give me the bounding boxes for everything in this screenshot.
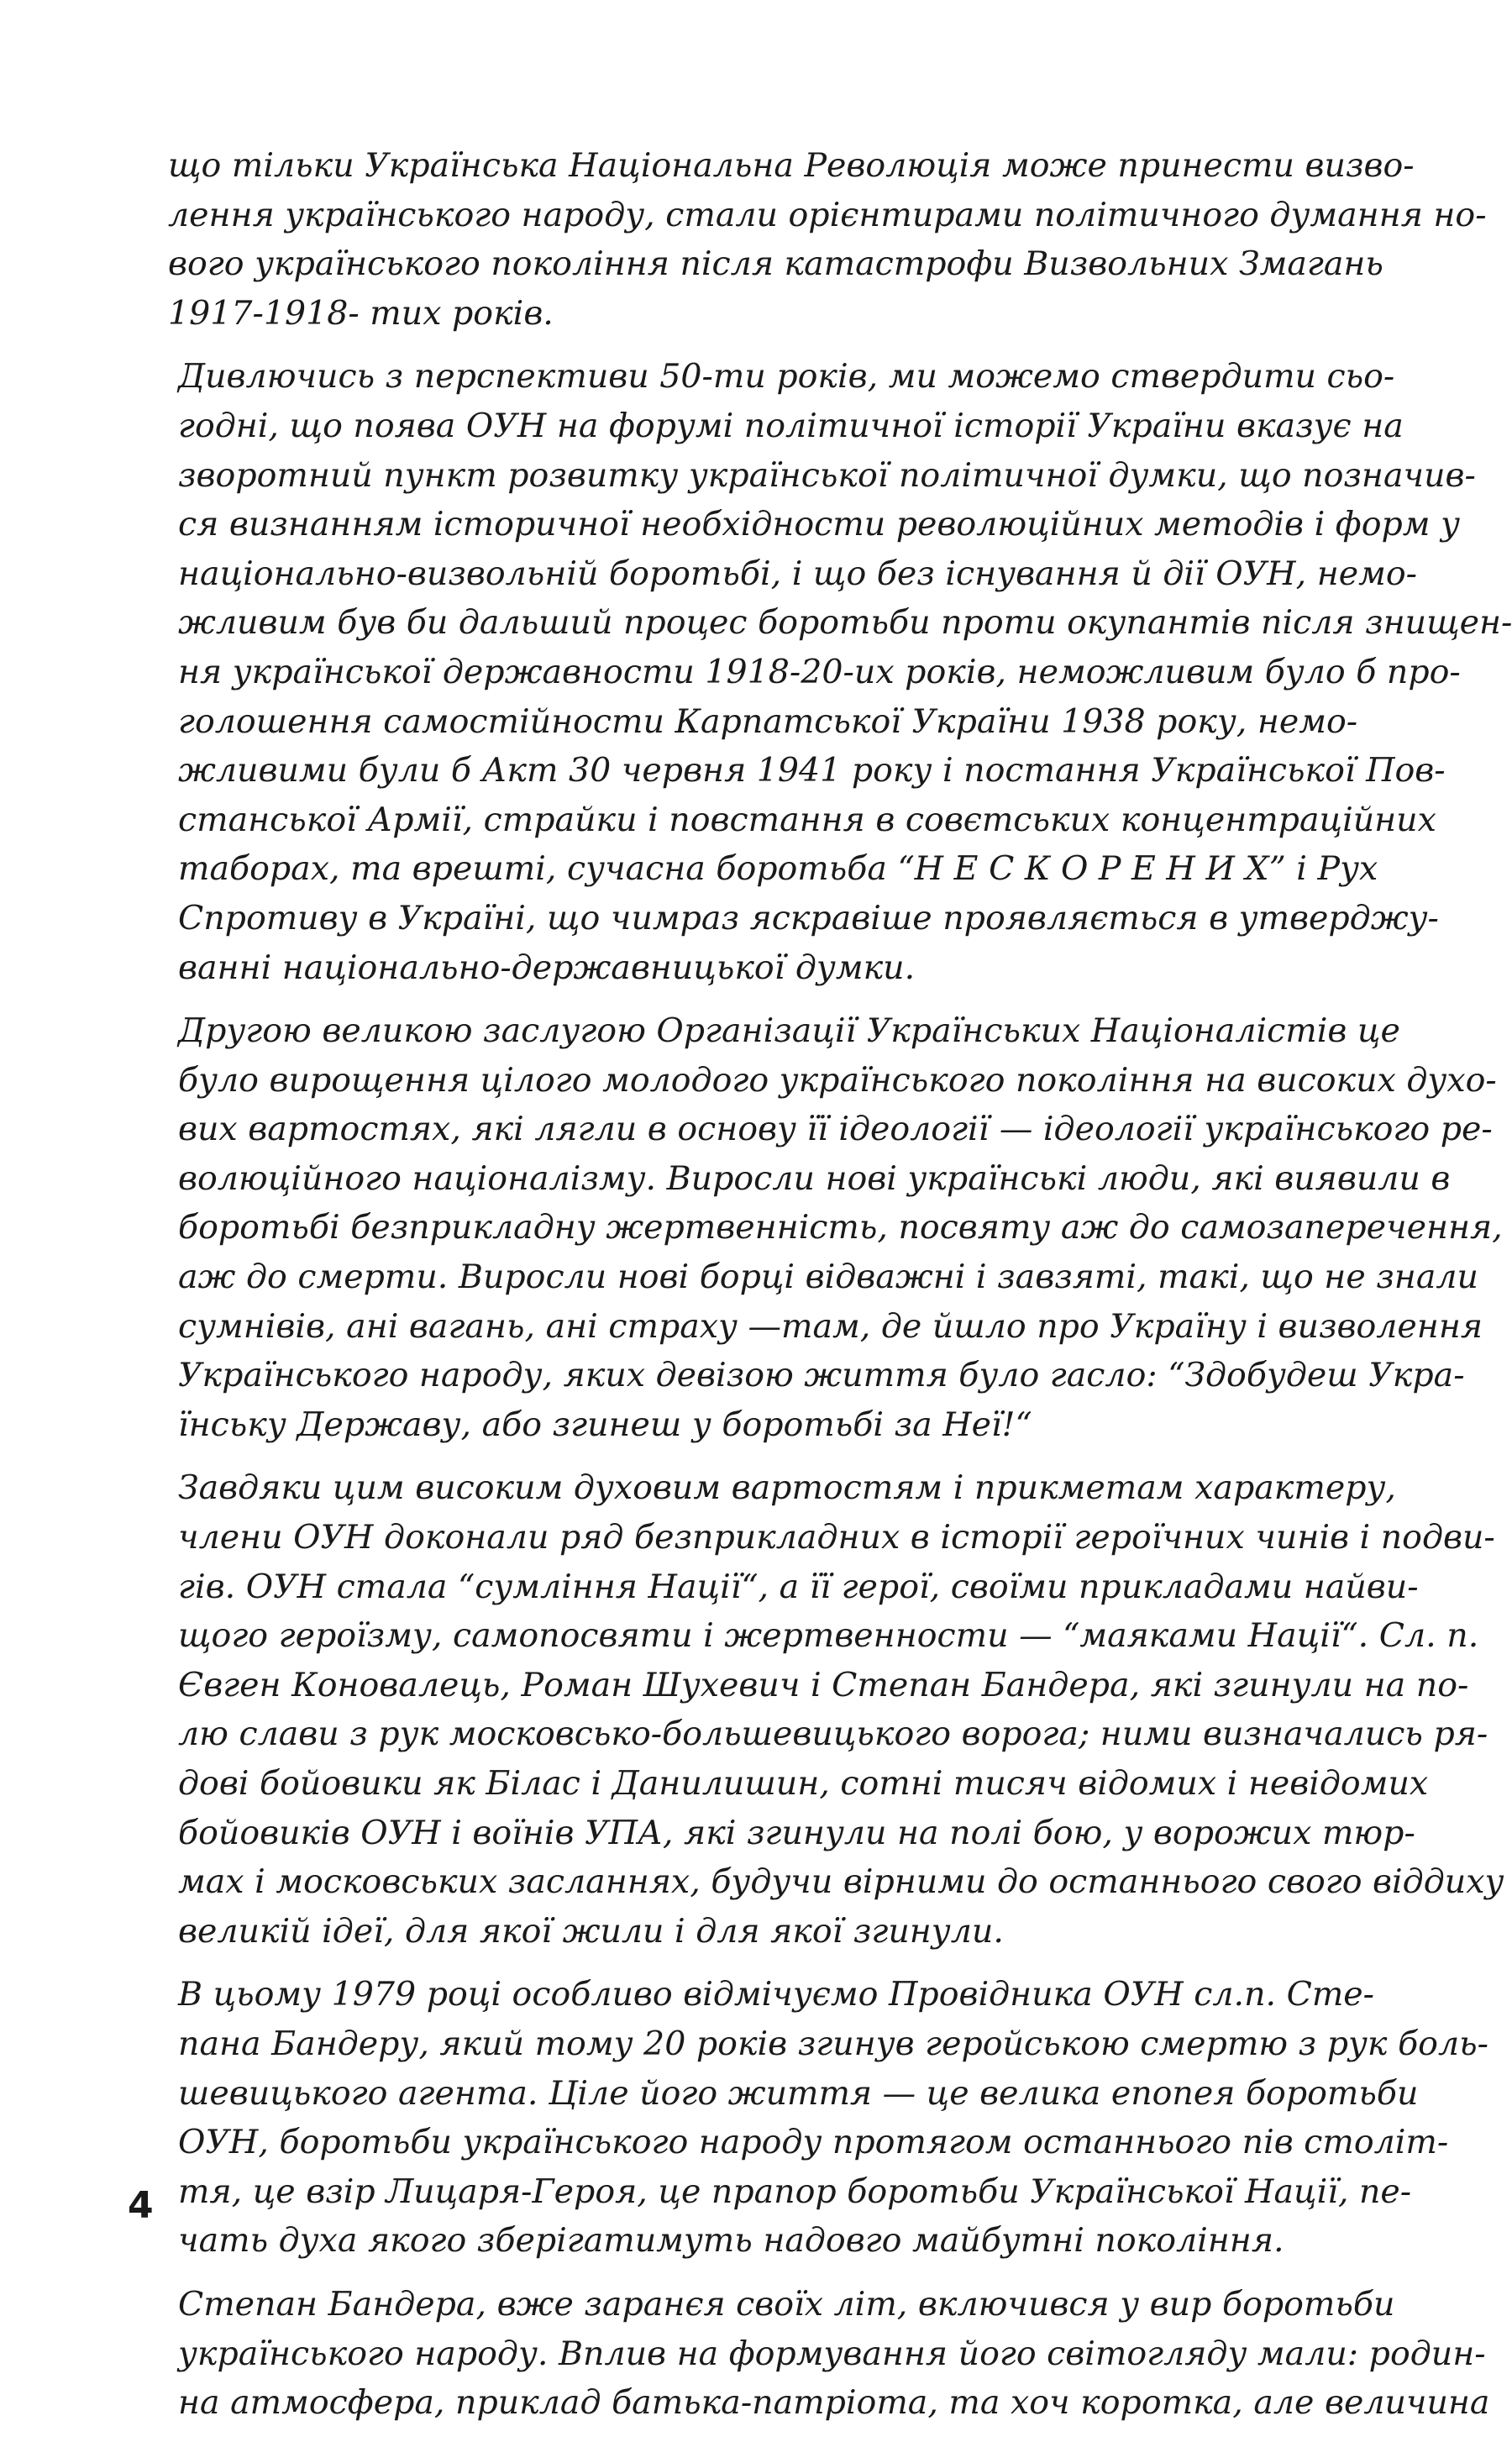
text-line: боротьбі безприкладну жертвенність, посвяту аж до самозаперечення, [178, 1208, 1503, 1247]
text-line: їнську Державу, або згинеш у боротьбі за Неї!“ [178, 1405, 1032, 1444]
text-line: Євген Коновалець, Роман Шухевич і Степан Бандера, які згинули на по- [178, 1665, 1469, 1704]
text-line: таборах, та врешті, сучасна боротьба “Н Е С К О Р Е Н И Х” і Рух [178, 849, 1378, 889]
text-line: бойовиків ОУН і воїнів УПА, які згинули на полі бою, у ворожих тюр- [178, 1813, 1415, 1852]
text-line: станської Армії, страйки і повстання в совєтських концентраційних [178, 800, 1436, 839]
text-line: гів. ОУН стала “сумління Нації“, а її герої, своїми прикладами найви- [178, 1567, 1419, 1606]
text-line: пана Бандеру, який тому 20 років згинув геройською смертю з рук боль- [178, 2024, 1488, 2063]
paragraph [168, 1463, 1504, 1956]
text-line: національно-визвольній боротьбі, і що без існування й дії ОУН, немо- [178, 554, 1417, 593]
text-line: зворотний пункт розвитку української політичної думки, що позначив- [178, 455, 1476, 495]
paragraph [168, 1970, 1488, 2266]
text-line: ОУН, боротьби українського народу протягом останнього пів століт- [178, 2123, 1449, 2162]
text-line: українського народу. Вплив на формування його світогляду мали: родин- [178, 2334, 1486, 2373]
paragraph [168, 141, 1487, 338]
text-line: на атмосфера, приклад батька-патріота, та хоч коротка, але величина [178, 2383, 1490, 2423]
text-line: волюційного націоналізму. Виросли нові українські люди, які виявили в [178, 1158, 1451, 1198]
text-line: 1917-1918- тих років. [168, 293, 554, 333]
text-line: вих вартостях, які лягли в основу її ідеології — ідеології українського ре- [178, 1110, 1493, 1149]
text-line: мах і московських засланнях, будучи вірними до останнього свого віддиху [178, 1862, 1504, 1902]
text-line: Завдяки цим високим духовим вартостям і прикметам характеру, [178, 1468, 1396, 1508]
text-line: вого українського покоління після катастрофи Визвольних Змагань [168, 244, 1383, 284]
text-line: Другою великою заслугою Організації Українських Націоналістів це [178, 1011, 1400, 1051]
text-line: ся визнанням історичної необхідности революційних методів і форм у [178, 505, 1460, 544]
text-line: лення українського народу, стали орієнтирами політичного думання но- [168, 195, 1487, 234]
text-line: аж до смерти. Виросли нові борці відважні і завзяті, такі, що не знали [178, 1258, 1478, 1297]
text-line: ванні національно-державницької думки. [178, 948, 916, 987]
text-line: що тільки Українська Національна Революція може принести визво- [168, 146, 1415, 185]
page-number: 4 [128, 2184, 154, 2227]
text-line: жливими були б Акт 30 червня 1941 року і постання Української Пов- [178, 751, 1446, 790]
text-line: дові бойовики як Білас і Данилишин, сотні тисяч відомих і невідомих [178, 1764, 1429, 1803]
text-line: голошення самостійности Карпатської України 1938 року, немо- [178, 701, 1358, 741]
paragraph [168, 352, 1512, 992]
text-line: тя, це взір Лицаря-Героя, це прапор боротьби Української Нації, пе- [178, 2172, 1412, 2211]
paragraph [168, 1006, 1503, 1449]
text-line: шевицького агента. Ціле його життя — це велика епопея боротьби [178, 2073, 1419, 2113]
paragraph [168, 2280, 1490, 2428]
text-line: Степан Бандера, вже заранєя своїх літ, включився у вир боротьби [178, 2284, 1395, 2324]
text-line: Дивлючись з перспективи 50-ти років, ми можемо ствердити сьо- [178, 357, 1395, 396]
text-line: великій ідеї, для якої жили і для якої згинули. [178, 1911, 1004, 1951]
text-line: Українського народу, яких девізою життя було гасло: “Здобудеш Укра- [178, 1356, 1465, 1395]
text-line: сумнівів, ані вагань, ані страху —там, де йшло про Україну і визволення [178, 1306, 1483, 1346]
text-line: В цьому 1979 році особливо відмічуємо Провідника ОУН сл.п. Сте- [178, 1975, 1375, 2014]
text-line: годні, що поява ОУН на форумі політичної історії України вказує на [178, 406, 1404, 445]
text-line: щого героїзму, самопосвяти і жертвенности — “маяками Нації“. Сл. п. [178, 1616, 1479, 1656]
text-line: ня української державности 1918-20-их років, неможливим було б про- [178, 652, 1461, 691]
text-line: члени ОУН доконали ряд безприкладних в історії героїчних чинів і подви- [178, 1518, 1495, 1557]
text-line: чать духа якого зберігатимуть надовго майбутні покоління. [178, 2221, 1284, 2261]
text-line: було вирощення цілого молодого українського покоління на високих духо- [178, 1060, 1497, 1100]
text-line: Спротиву в Україні, що чимраз яскравіше проявляється в утверджу- [178, 898, 1439, 937]
body-text [168, 141, 1512, 2442]
text-line: лю слави з рук московсько-большевицького ворога; ними визначались ря- [178, 1715, 1488, 1754]
text-line: жливим був би дальший процес боротьби проти окупантів після знищен- [178, 603, 1512, 643]
